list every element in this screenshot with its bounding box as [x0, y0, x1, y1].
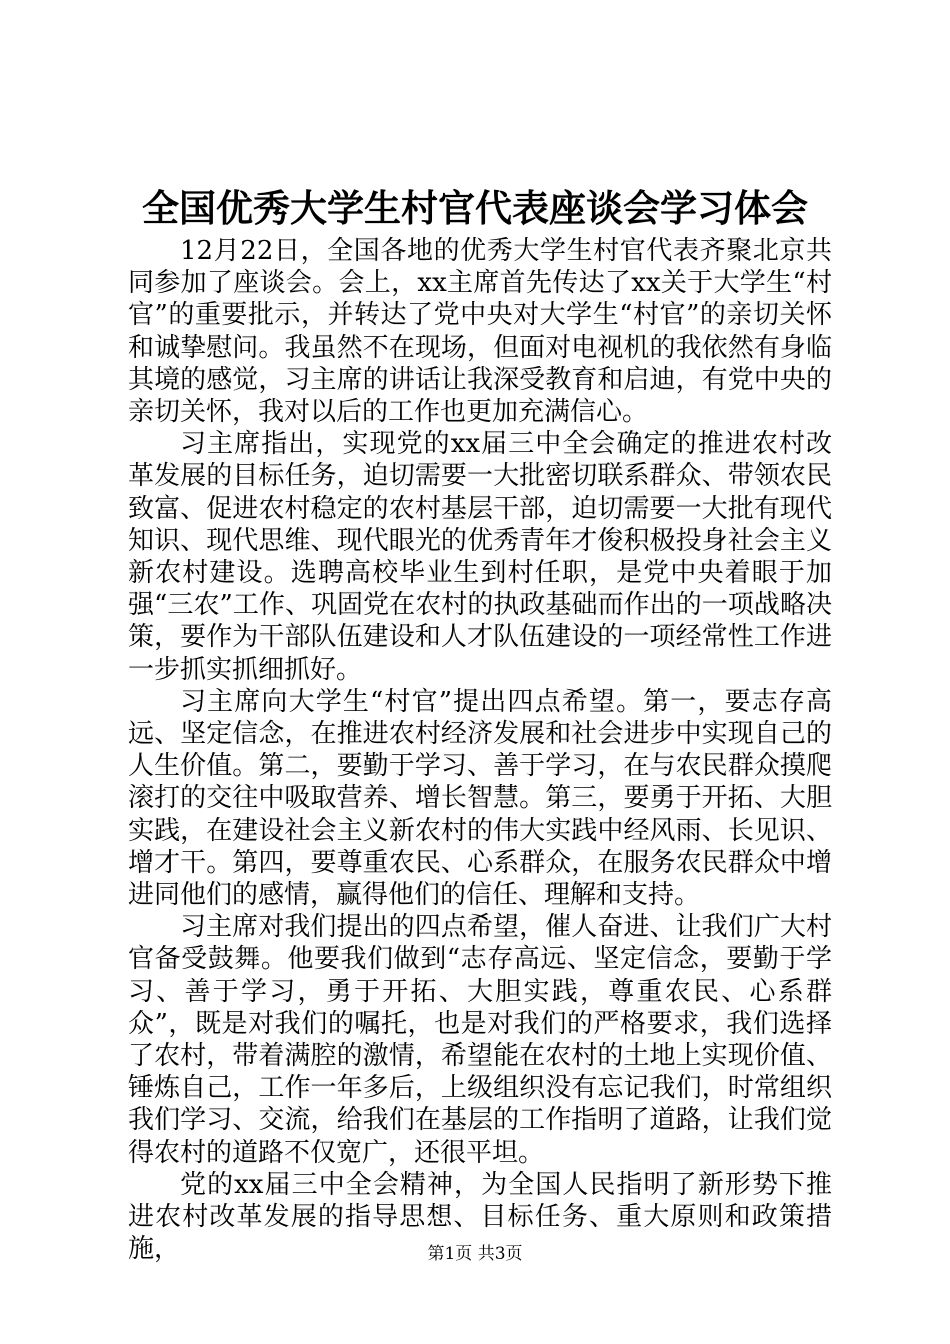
paragraph-1: 12月22日，全国各地的优秀大学生村官代表齐聚北京共同参加了座谈会。会上，xx主席首先传达了xx关于大学生“村官”的重要批示，并转达了党中央对大学生“村官”的亲切关怀和诚挚慰问。我虽然不在现场，但面对电视机的我依然有身临其境的感觉，习主席的讲话让我深受教育和启迪，有党中央的亲切关怀，我对以后的工作也更加充满信心。	[128, 236, 832, 428]
page-number-footer: 第1页 共3页	[427, 1244, 523, 1264]
paragraph-2: 习主席指出，实现党的xx届三中全会确定的推进农村改革发展的目标任务，迫切需要一大批密切联系群众、带领农民致富、促进农村稳定的农村基层干部，迫切需要一大批有现代知识、现代思维、现代眼光的优秀青年才俊积极投身社会主义新农村建设。选聘高校毕业生到村任职，是党中央着眼于加强“三农”工作、巩固党在农村的执政基础而作出的一项战略决策，要作为干部队伍建设和人才队伍建设的一项经常性工作进一步抓实抓细抓好。	[128, 429, 832, 685]
document-body	[128, 235, 832, 1266]
paragraph-5: 党的xx届三中全会精神，为全国人民指明了新形势下推进农村改革发展的指导思想、目标任务、重大原则和政策措施，	[128, 1169, 832, 1265]
document-title: 全国优秀大学生村官代表座谈会学习体会	[142, 186, 808, 230]
paragraph-4: 习主席对我们提出的四点希望，催人奋进、让我们广大村官备受鼓舞。他要我们做到“志存高远、坚定信念，要勤于学习、善于学习，勇于开拓、大胆实践，尊重农民、心系群众”，既是对我们的嘱托，也是对我们的严格要求，我们选择了农村，带着满腔的激情，希望能在农村的土地上实现价值、锤炼自己，工作一年多后，上级组织没有忘记我们，时常组织我们学习、交流，给我们在基层的工作指明了道路，让我们觉得农村的道路不仅宽广，还很平坦。	[128, 912, 832, 1168]
paragraph-3: 习主席向大学生“村官”提出四点希望。第一，要志存高远、坚定信念，在推进农村经济发展和社会进步中实现自己的人生价值。第二，要勤于学习、善于学习，在与农民群众摸爬滚打的交往中吸取营养、增长智慧。第三，要勇于开拓、大胆实践，在建设社会主义新农村的伟大实践中经风雨、长见识、增才干。第四，要尊重农民、心系群众，在服务农民群众中增进同他们的感情，赢得他们的信任、理解和支持。	[128, 686, 832, 911]
